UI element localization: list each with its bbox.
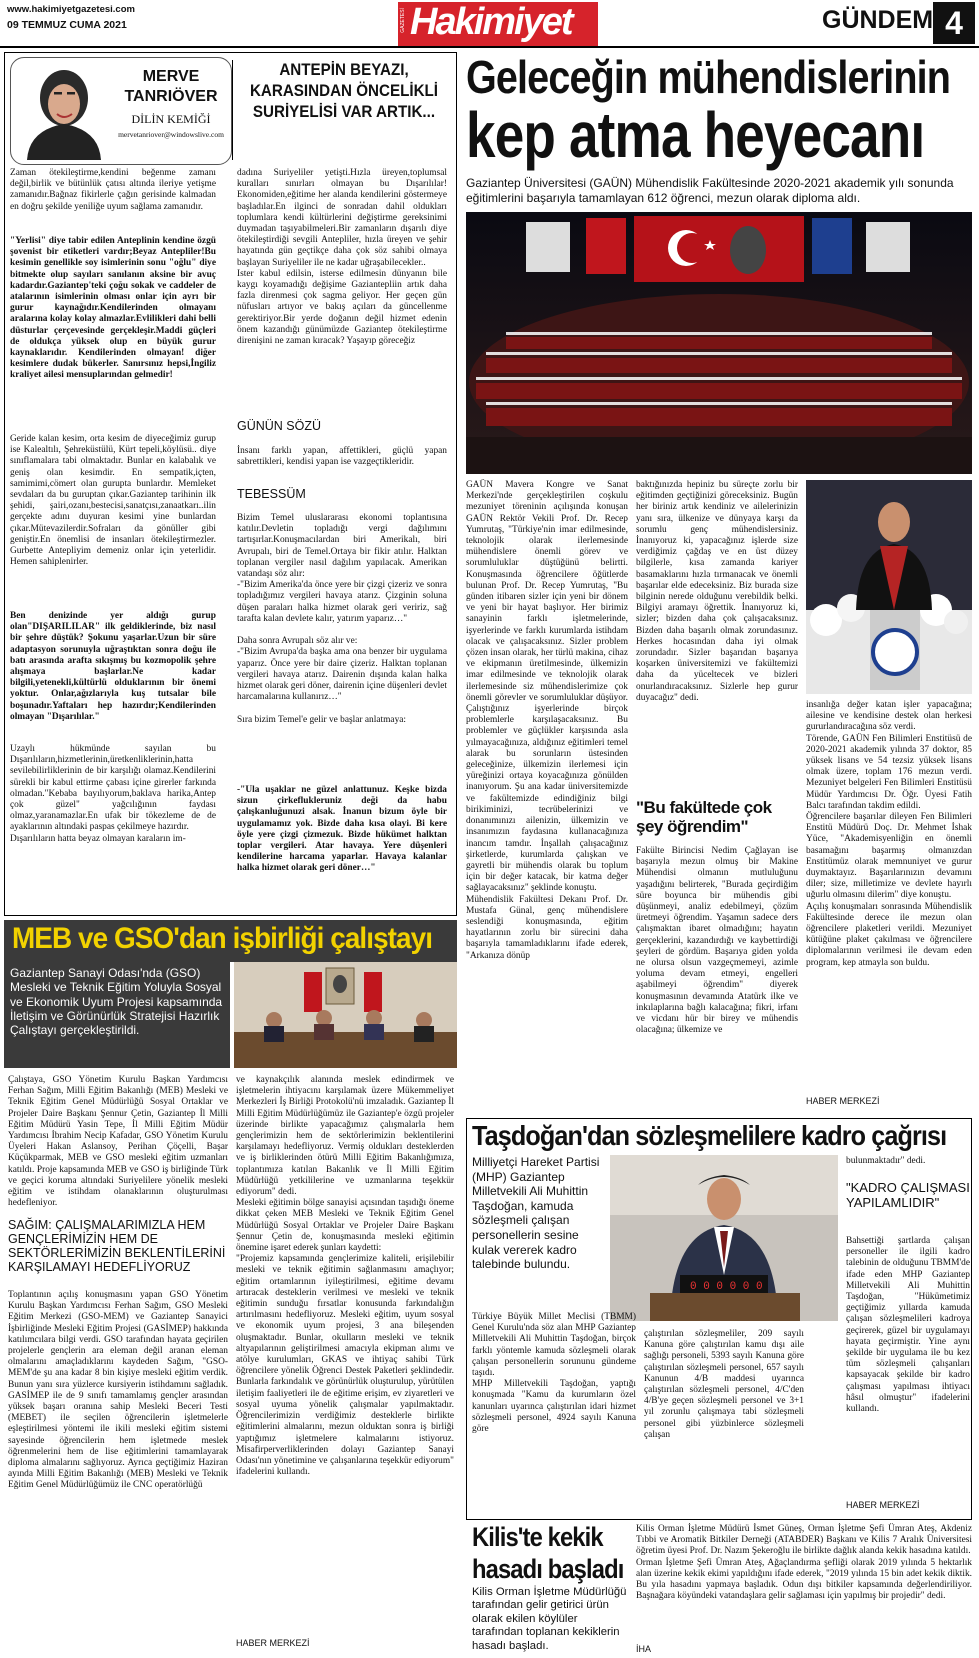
meb-text-col1a: Çalıştaya, GSO Yönetim Kurulu Başkan Yardımcısı Ferhan Sağım, Milli Eğitim Bakanlığı (MEB) Mesleki ve Teknik Eğitim Genel Müdürlüğü Sosyal Ortaklar ve Projeler Daire Başkanı Şennur Çetin, Gaziantep İl Milli Eğitim Müdürü Yasin Tepe, İl Milli Eğitim Müdür Yardımcısı İbrahim Necip Kafadar, GSO Yönetim Kurulu Üyeleri Hakan Aslansoy, Perihan Çöçelli, Başar Küçükparmak, MEB ve GSO mesleki eğitim uzmanları katıldı. Proje kapsamında MEB ve GSO iş birliğinde Türk ve geçici koruma altındaki Suriyelilere yönelik mesleki eğitim ve istihdam olanaklarının oluşturulması hedefleniyor. — [8, 1075, 228, 1209]
author-first-name: MERVE — [142, 68, 200, 85]
main-byline: HABER MERKEZİ — [806, 1096, 880, 1106]
kilis-text: Kilis Orman İşletme Müdürü İsmet Güneş, Orman İşletme Şefi Ümran Ateş, Akdeniz Tıbbi ve Aromatik Bitkiler Derneği (ATABDER) Başkanı ve Kilis 7 Aralık Üniversitesi öğretim üyesi Prof. Dr. Nazım Şekeroğlu ile birlikte dağlık alanda kekik hasadına katıldı. Orman İşletme Şefi Ümran Ateş, Ağaçlandırma şefliği olarak 2019 yılında 5 hektarlık alan üzerine kekik ekimi yapıldığını ifade ederek, "2019 yılında 15 bin adet kekik diktik. Bu yıla hasadını yapmaya başladık. Odun dışı bitkiler kapsamında değerlendiriliyor. Başnağara köyündeki vatandaşlara gelir sağlaması için yapılmış bir projedir" dedi. — [636, 1524, 972, 1602]
tebessum-text-a: Bizim Temel uluslararası ekonomi toplantısına katılır.Devletin topladığı vergi dağılımını tartışırlar.Konuşmacılardan biri Amerikalı, biri Avrupalı, biri de Temel.Ortaya bir fikir atılır. Halktan toplanan vergiler nasıl dağılım yapılacak. Amerikan vatandaşı söz alır: -"Bizim Amerika'da önce yere bir çizgi çizeriz ve sonra topladığımız vergileri havaya atarız. Çizginin soluna düşen paraları halka hizmet olarak geri veririz, sağ tarafta kalan devlete kalır, yatırım yaparız…" Daha sonra Avrupalı söz alır ve: -"Bizim Avrupa'da başka ama ona benzer bir uygulama yaparız. Önce yere bir daire çizeriz. Halktan toplanan vergileri havaya atarız. Dairenin dışında kalan halka hizmet olarak geri döner, dairenin içine düşenleri devlet harcamalarına kullanırız…" Sıra bizim Temel'e gelir ve başlar anlatmaya: — [237, 513, 447, 725]
dean-photo — [806, 480, 972, 694]
main-quote-heading: "Bu fakültede çok şey öğrendim" — [636, 798, 772, 836]
logo-side-text: GAZETESİ — [400, 8, 406, 33]
kilis-headline-line2[interactable]: hasadı başladı — [472, 1554, 624, 1584]
kilis-byline: İHA — [636, 1644, 652, 1654]
column-text-2a: dadına Suriyeliler yetişti.Hızla üreyen,toplumsal kuralları sınırları olmayan bu Dışarılılar! Ekonomiden,eğitime her alanda kendilerini göstermeye başladılar.En ilginci de sonradan dahil oldukları toplumlara kendi kültürlerini değiştirme gereksinimi duymadan taşıyabilmeleri.Bir zamanların dışarılı diye ötekileştirdiği sevgili Antepliler, hızla üreyen ve şehir hayatında gün geçtikçe daha çok söz sahibi olmaya başlayan Suriyeliler ile ne kadar uğraşabilecekler.. Ister kabul edilsin, isterse edilmesin dünyanın bile kaygı koyamadığı değişime Gaziantepliin artık daha fazla direnmesi çok sagma geliyor. Her geçen gün nüfusları artıyor ve bakış açıları da güncellenme gerektiriyor.Bir yerde doğanın değil hizmet edenin önem kazandığı günümüzde Gaziantep ötekileştirme direnişini ne zaman kıracak? Yaşayıp göreceğiz — [237, 168, 447, 347]
header-rule — [0, 46, 979, 48]
section-name: GÜNDEM — [822, 6, 934, 34]
main-text-col3: insanlığa değer katan işler yapacağına; ailesine ve kendisine destek olan herkesi gururlandıracağına söz verdi. Törende, GAÜN Fen Bilimleri Enstitüsü de 2020-2021 akademik yılında 37 doktor, 85 yüksek lisans ve 54 tezsiz yüksek lisans olmak üzere, toplam 176 mezun verdi. Mezuniyet belgeleri Fen Bilimleri Enstitüsü Müdür Yardımcısı Dr. Öğr. Üyesi Fatih Balcı tarafından takdim edildi. Öğrencilere başarılar dileyen Fen Bilimleri Enstitü Müdürü Doç. Dr. Mehmet İshak Yüce, "Akademisyenliğin en önemli basamağını başarmış olmanızdan Enstitümüz olarak memnuniyet ve gurur duymaktayız. Başarılarınızın devamını diler; size, milletimize ve devlete hayırlı uğurlu olmasını dilerim" diye konuştu. Açılış konuşmaları sonrasında Mühendislik Fakültesinde derece ile mezun olan öğrencilere plaketleri verildi. Mezuniyet kütüğüne plaket çakılması ve öğrencilere diplomalarının verilmesi ile devam eden program, kep atmayla son buldu. — [806, 700, 972, 968]
kilis-headline-line1[interactable]: Kilis'te kekik — [472, 1522, 603, 1552]
author-email[interactable]: mervetanriover@windowslive.com — [118, 130, 224, 139]
meb-text-col2: ve kaynakçılık alanında meslek edindirmek ve işletmelerin ihtiyacını karşılamak üzere Mükemmeliyet Merkezleri İş Birliği Protokolü'nü imzaladık. Gaziantep İl Milli Eğitim Müdürlüğümüz ile Gaziantep'e özgü projeler üzerinde birlikte yapacağımız çalışmalarla hem gençlerimizin hem de sektörlerimizin beklentilerini karşılamayı hedefliyoruz. Vermiş oldukları desteklerden ve iş birliklerinden ötürü Milli Eğitim Bakanlığımıza, toplantımıza katılan Bakanlık ve İl Milli Eğitim Müdürlüğü yetkililerine ve uzmanlarına teşekkür ediyorum" dedi. Mesleki eğitimin bölge sanayisi açısından taşıdığı öneme dikkat çeken MEB Mesleki ve Teknik Eğitim Genel Müdürlüğü Sosyal Ortaklar ve Projeler Daire Başkanı Şennur Çetin de, konuşmasında mesleki eğitimin önemine işaret ederek şunları kaydetti: "Projemiz kapsamında gençlerimize kaliteli, erişilebilir mesleki ve teknik eğitimin sağlanmasını amaçlıyor; eğitim ortamlarının iyileştirilmesi, eğitime devamı artıracak desteklerin verilmesi ve mesleki ve teknik eğitimin sunduğu fırsatlar konusunda farkındalığın artırılmasını hedefliyoruz. Mesleki eğitim, uyum sosyal ve ekonomik uyum projesi, 3 ana bileşenden oluşmaktadır. Bunlar, okulların mesleki ve teknik altyapılarının geliştirilmesi amacıyla ekipman alımı ve atölye kurulumları, GKAS ve ihtiyaç sahibi Türk öğrencilere yönelik Öğrenci Destek Paketleri şeklindedir. Bunlarla farkındalık ve görünürlük oluşturulup, yürütülen iletişim faaliyetleri ile de eğitime erişim, ev ziyaretleri ve sosyal uyuma yönelik çalışmalar yapılmaktadır. Öğrencilerimizin verdiğimiz desteklerle birlikte eğitimlerini almalarını, mezun olduktan sonra iş birliği yaptığımız işletmelere kalmalarını istiyoruz. Misafirperverliklerinden dolayı Gaziantep Sanayi Odası'nın yönetimine ve çalışanlarına teşekkür ediyorum" ifadelerini kullandı. — [236, 1075, 454, 1478]
column-text-1d: Ben denizinde yer aldığı gurup olan"DIŞARILILAR" ilk geldiklerinde, biz nasıl bir şehre düştük? Şokunu yaşarlar.Uzun bir süre adaptasyon sorunuyla uğraştıktan sonra doğu ile batı arasında arafta sıkışmış bu kozmopolik şehre alışmaya başlarlar.Ne kadar bilgili,yetenekli,kültürlü olduklarının bir önemi yoktur. Onlar,ağızlarıyla kuş tutsalar bile boşunadır.Yaftaları hep hazırdır;Kendilerinden olmayan "Dışarılılar." — [10, 611, 216, 722]
author-photo — [19, 64, 109, 160]
logo-text: Hakimiyet — [410, 1, 572, 43]
tasdogan-byline: HABER MERKEZİ — [846, 1500, 920, 1510]
column-text-1e: Uzaylı hükmünde sayılan bu Dışarılıların,hizmetlerinin,üretkenliklerinin,hatta sevilebilirliklerinin de bir karşılığı olamaz.Kendilerini sürekli bir kabul ettirme çabası içine girerler farkında olmadan."Kebaba bayılıyorum,baklava harika,Antep çok güzel" yağcılığının faydası olmaz,yaranamazlar.En ufak bir tökezleme de de ayaklarının altındaki paspas çekilmeye hazırdır. Dışarılıların hatta beyaz olmayan karaların im- — [10, 744, 216, 844]
meb-subhead: SAĞIM: ÇALIŞMALARIMIZLA HEM GENÇLERİMİZİN HEM DE SEKTÖRLERİMİZİN BEKLENTİLERİNİ KARŞILAMAYI HEDEFLİYORUZ — [8, 1218, 226, 1274]
page-number — [933, 2, 975, 44]
tasdogan-text-col1: Türkiye Büyük Millet Meclisi (TBMM) Genel Kurulu'nda söz alan MHP Gaziantep Milletvekili Ali Muhittin Taşdoğan, birçok farklı yöntemle kamuda sözleşmeli olarak çalışan personellerin sorununu gündeme taşıdı. MHP Milletvekili Taşdoğan, yaptığı konuşmada "Kamu da kurumların özel kanunları uyarınca çalıştırılan idari hizmet sözleşmeli personel, 4924 sayılı Kanuna göre — [472, 1312, 636, 1435]
main-text-col2b: Fakülte Birincisi Nedim Çağlayan ise başarıyla mezun olmuş bir Makine Mühendisi olmanın mutluluğunu yaşadığını belirterek, "Burada geçirdiğim süre boyunca bir mühendis gibi düşünmeyi, analiz edebilmeyi, çözüm üretmeyi öğrendim. Yaşamın sadece ders çalışmaktan ibaret olmadığını; hayatın gerçeklerini, kazandırdığı ve kaybettirdiği şeyleri de gördüm. Başarıya giden yolda ne olursa olsun vazgeçmemeyi, azimle yoluma devam etmeyi, engelleri aşabilmeyi öğrendim" diyerek konuşmasının devamında Atatürk ilke ve inkılaplarına bağlı kalacağına; fikri, irfanı ve vicdanı hür bir birey ve mühendis olacağına; ülkemize ve — [636, 846, 798, 1036]
meb-headline[interactable]: MEB ve GSO'dan işbirliği çalıştayı — [12, 922, 433, 955]
website-url[interactable]: www.hakimiyetgazetesi.com — [7, 4, 135, 15]
tasdogan-text-col3: Bahsettiği şartlarda çalışan personeller ile ilgili kadro talebinin de olduğunu TBMM'de ifade eden MHP Gaziantep Milletvekili Ali Muhittin Taşdoğan, "Hükümetimiz geçtiğimiz yıllarda kamuda çalışan sözleşmelileri kadroya geçirerek, güzel bir uygulamayı hayata geçirmiştir. Yine aynı şekilde bir uygulama ile bu kez tüm sözleşmeli çalışanları kapsayacak şekilde bir kadro çalışması yapılması ihtiyacı hâsıl olmuştur" ifadelerini kullandı. — [846, 1236, 970, 1415]
column-name: DİLİN KEMİĞİ — [131, 112, 211, 126]
gunun-sozu-text: İnsanı farklı yapan, affettikleri, güçlü yapan sabrettikleri, kendisi yapan ise vazgeçtikleridir. — [237, 446, 447, 468]
masthead-logo[interactable] — [398, 2, 598, 46]
tasdogan-photo — [610, 1155, 838, 1321]
meb-text-col1b: Toplantının açılış konuşmasını yapan GSO Yönetim Kurulu Başkan Yardımcısı Ferhan Sağım, GSO Mesleki Eğitim Merkezi (GSO-MEM) ve Gaziantep Sanayici İşbirliğinde Mesleki Eğitim Projesi (GASİMEP) hakkında katılımcılara bilgi verdi. GSO tarafından hayata geçirilen projelerle gençlerin ara eleman değil aranan eleman olmalarını amaçladıklarını kaydeden Sağım, "GSO-MEM'de şu ana kadar 8 bin kişiye mesleki eğitim verdik. Bunun yanı sıra yüzlerce kursiyerin istihdamını sağladık. GASİMEP ile de 9 sınıfı tamamlamış gençler arasından yüksek başarı oranına sahip Mesleki Beceri Testi (MEBET) ile seçilen öğrencilerin işletmelerle eşleştirilmesi yöntemi ile ikili mesleki eğitim sistemi sayesinde öğrencilerin hem işletmede meslek öğrenmelerini hem de lise eğitimlerini tamamlayarak diploma almalarını sağlıyoruz. Ayrıca geçtiğimiz Haziran ayında Milli Eğitim Bakanlığı (MEB) Mesleki ve Teknik Eğitim Genel Müdürlüğümüz ile CNC operatörlüğü — [8, 1290, 228, 1491]
gunun-sozu-title: GÜNÜN SÖZÜ — [237, 419, 322, 433]
page-number-value: 4 — [945, 5, 963, 41]
column-text-1c: Geride kalan kesim, orta kesim de diyeceğimiz gurup ise Kalealtılı, Şehreküstülü, Kürt tepeli,köylüsü.. diye sınıflamalara tabi olmaktadır. Bunlar en kalabalık ve geniş olan kesimdir. En sempatik,içten, samimimi,cömert olan gurupta bunlardır. Memleket sevdaları da bu guruptan çıkar.Gaziantep tarihinin ilk şehidi, şairi,ozanı,bestecisi,sanatçısı,zanaatkarı..ilin gerçekte adını duyuran kesimi yine bunlardan çıkar.Mütevazilerdir.Sofraları da gönüller gibi geniştir.En önemlisi de insanları ötekileştirmezler. Gurbette Antepliyim demeniz onlar için yeterlidir. Hemen sahiplenirler. — [10, 434, 216, 568]
issue-date: 09 TEMMUZ CUMA 2021 — [7, 19, 127, 31]
kilis-deck: Kilis Orman İşletme Müdürlüğü tarafından gelir getirici ürün olarak ekilen köylüler tarafından toplanan kekiklerin hasadı başladı. — [472, 1586, 627, 1652]
meb-deck: Gaziantep Sanayi Odası'nda (GSO) Mesleki ve Teknik Eğitim Yoluyla Sosyal ve Ekonomik Uyum Projesi kapsamında İletişim ve Görünürlük Stratejisi Hazırlık Çalıştayı gerçekleştirildi. — [10, 966, 223, 1038]
tebessum-title: TEBESSÜM — [237, 487, 306, 501]
tasdogan-quote-heading: "KADRO ÇALIŞMASI YAPILAMLIDIR" — [846, 1180, 970, 1210]
main-text-col1: GAÜN Mavera Kongre ve Sanat Merkezi'nde gerçekleştirilen coşkulu mezuniyet töreninin açılışında konuşan GAÜN Rektör Vekili Prof. Dr. Recep Yumrutaş, "Türkiye'nin imar edilmesinde, teknolojik olarak ilerlemesinde mühendislere önemli görev ve sorumluluklar düştüğünü belirtti. Konuşmasında öğrencilere öğütlerde bulunan Prof. Dr. Recep Yumrutaş, "Bu günden itibaren sizler için yeni bir dönem ve yeni bir hayat başlıyor. Her birimiz sanayinin farklı işletmelerinde, işyerlerinde ve farklı kurumlarda istihdam olacak ve çalışacaksınız. Sizler problem çözen insan olarak, her türlü makina, cihaz ve ekipmanın üretilmesinde, ülkemizin imar edilmesinde ve teknolojik olarak ilerlemesinde siz mühendislerimize çok önemli görevler ve sorumluluklar düşüyor. Çalıştığınız işyerlerinde birçok problemlerle karşılaşacaksınız. Bu problemler ve güçlükler karşısında asla yılmayacağınıza, aldığınız eğitimleri temel alarak bu sorunların üstesinden geleceğinize, ülkemizin ilerlemesi için yüreğinizi ortaya koyacağınıza gönülden inanıyorum. Şu ana kadar üniversitemizde ve fakültemizde edindiğiniz bilgi birikiminizi, tecrübelerinizi ve donanımınızı ailenizin, ülkemizin ve insanımızın faydasına kullanacağınıza inancım tamdır. İnşallah çalışacağınız şirketlerde, kurumlarda çalışkan ve gayretli bir mühendis olarak bu toplum için bir değer katacak, bir katma değer sağlayacaksınız" şeklinde konuştu. Mühendislik Fakültesi Dekanı Prof. Dr. Mustafa Günal, genç mühendislere seslendiği konuşmasında, eğitim hayatlarının zorlu bir sürecini daha başarıyla tamamladıklarını ifade ederek, "Arkanıza dönüp — [466, 480, 628, 961]
column-text-1a: Zaman ötekileştirme,kendini beğenme zamanı değil,birlik ve bütünlük çatısı altında ileriye yetişme zamanıdır.Bağnaz fikirlerle çağın gerisinde kalmadan en doğru şekilde yeniliğe uyum sağlama zamanıdır. — [10, 168, 216, 212]
meb-photo — [234, 962, 457, 1068]
meb-byline: HABER MERKEZİ — [236, 1638, 310, 1648]
tebessum-text-b: -"Ula uşaklar ne güzel anlattunuz. Keşke bizda sizun çirkeflukleruniz deği da habu çalışkanluğunuzi alsak. İnanun bizum öyle bir uygulamamız yok. Bizde daha kısa olayi. Bi kere öyle yere çizgi çizmezuk. Bizde hükümet halktan toplar vergileri. Atar havaya. Yere düşenleri kendilerine harcama yaparlar. Havaya kalanlar halka hizmet olarak geri döner…" — [237, 785, 447, 874]
column-divider — [232, 60, 233, 160]
column-title: ANTEPİN BEYAZI, KARASINDAN ÖNCELİKLİ SURİYELİSİ VAR ARTIK... — [249, 61, 439, 121]
author-card — [10, 57, 232, 165]
main-headline-line2[interactable]: kep atma heyecanı — [466, 99, 925, 171]
main-headline-line1[interactable]: Geleceğin mühendislerinin — [466, 51, 951, 103]
column-text-1b: "Yerlisi" diye tabir edilen Anteplinin kendine özgü şovenist bir etiketleri vardır;Beyaz Antepliler!Bu kesimin genellikle soy isimlerinin sonu "oğlu" diye bitmekte olup sayıları sanılanın aksine bir avuç kadardır.Gaziantep'teki çoğu sokak ve caddeler de atalarının isimlerinin olması onlar için ayrı bir gurur kaynağıdır.Kendilerinden olmayanı aralarına kolay kolay almazlar.Evlilikleri dahi belli düsturlar çerçevesinde gerçekleşir.Maddi güçleri de oldukça yüksek olup en büyük gurur kaynaklarıdır. Kendilerinden olmayan! diğer kesimlere dudak bükerler. Sanırsınız hepsi,İngiliz kraliyet ailesi mensuplarından gelmedir! — [10, 236, 216, 381]
tasdogan-deck: Milliyetçi Hareket Partisi (MHP) Gaziantep Milletvekili Ali Muhittin Taşdoğan, kamuda sözleşmeli çalışan personellerin sesine kulak vererek kadro talebinde bulundu. — [472, 1155, 600, 1272]
tasdogan-text-col2: çalıştırılan sözleşmeliler, 209 sayılı Kanuna göre çalıştırılan kamu dışı aile sağlığı personeli, 5393 sayılı Kanuna göre çalıştırılan sözleşmeli personel, 657 sayılı Kanunun 4/B maddesi uyarınca çalıştırılan sözleşmeli personel, 4/C'den 4/B'ye geçen sözleşmeli personel ve 3+1 yıl zorunlu çalışmaya tabi sözleşmeli personel gibi yüzbinlerce sözleşmeli çalışan — [644, 1329, 804, 1440]
tasdogan-headline[interactable]: Taşdoğan'dan sözleşmelilere kadro çağrısı — [472, 1120, 947, 1151]
tasdogan-text-col3-top: bulunmaktadır" dedi. — [846, 1156, 926, 1166]
main-text-col2a: baktığınızda hepiniz bu süreçte zorlu bir eğitimden geçtiğinizi göreceksiniz. Bugün her biriniz artık kendiniz ve ailelerinizin yanı sıra, ülkenize ve dünyaya karşı da sorumlu genç mühendislersiniz. İnanıyoruz ki, yapacağınız işlerde size verdiğimiz çağdaş ve en üst düzey bilgilerle, kısa zamanda kariyer basamaklarını hızla tırmanacak ve önemli başarılar elde edeceksiniz. Biz burada size bilginin nerede olduğunu verebildik belki. Bilgiyi aramayı öğrettik. İnanıyoruz ki, sizler; bizden daha çok çalışacaksınız. Bizden daha başarılı olmak zorundasınız. Herkes hocasından daha iyi olmak zorundadır. Sizler başarıdan başarıya koşarken üniversitemizi ve fakültemizi daha da yüceltecek ve bizleri onurlandıracaksınız. Sizlerle hep gurur duyacağız" dedi. — [636, 480, 798, 703]
svg-text:0 0 0 0 0 0: 0 0 0 0 0 0 — [690, 1281, 763, 1293]
main-deck: Gaziantep Üniversitesi (GAÜN) Mühendislik Fakültesinde 2020-2021 akademik yılı sonunda eğitimlerini başarıyla tamamlayan 612 öğrenci, mezun olarak diploma aldı. — [466, 176, 954, 205]
graduation-photo — [466, 212, 972, 474]
author-last-name: TANRIÖVER — [124, 88, 218, 105]
